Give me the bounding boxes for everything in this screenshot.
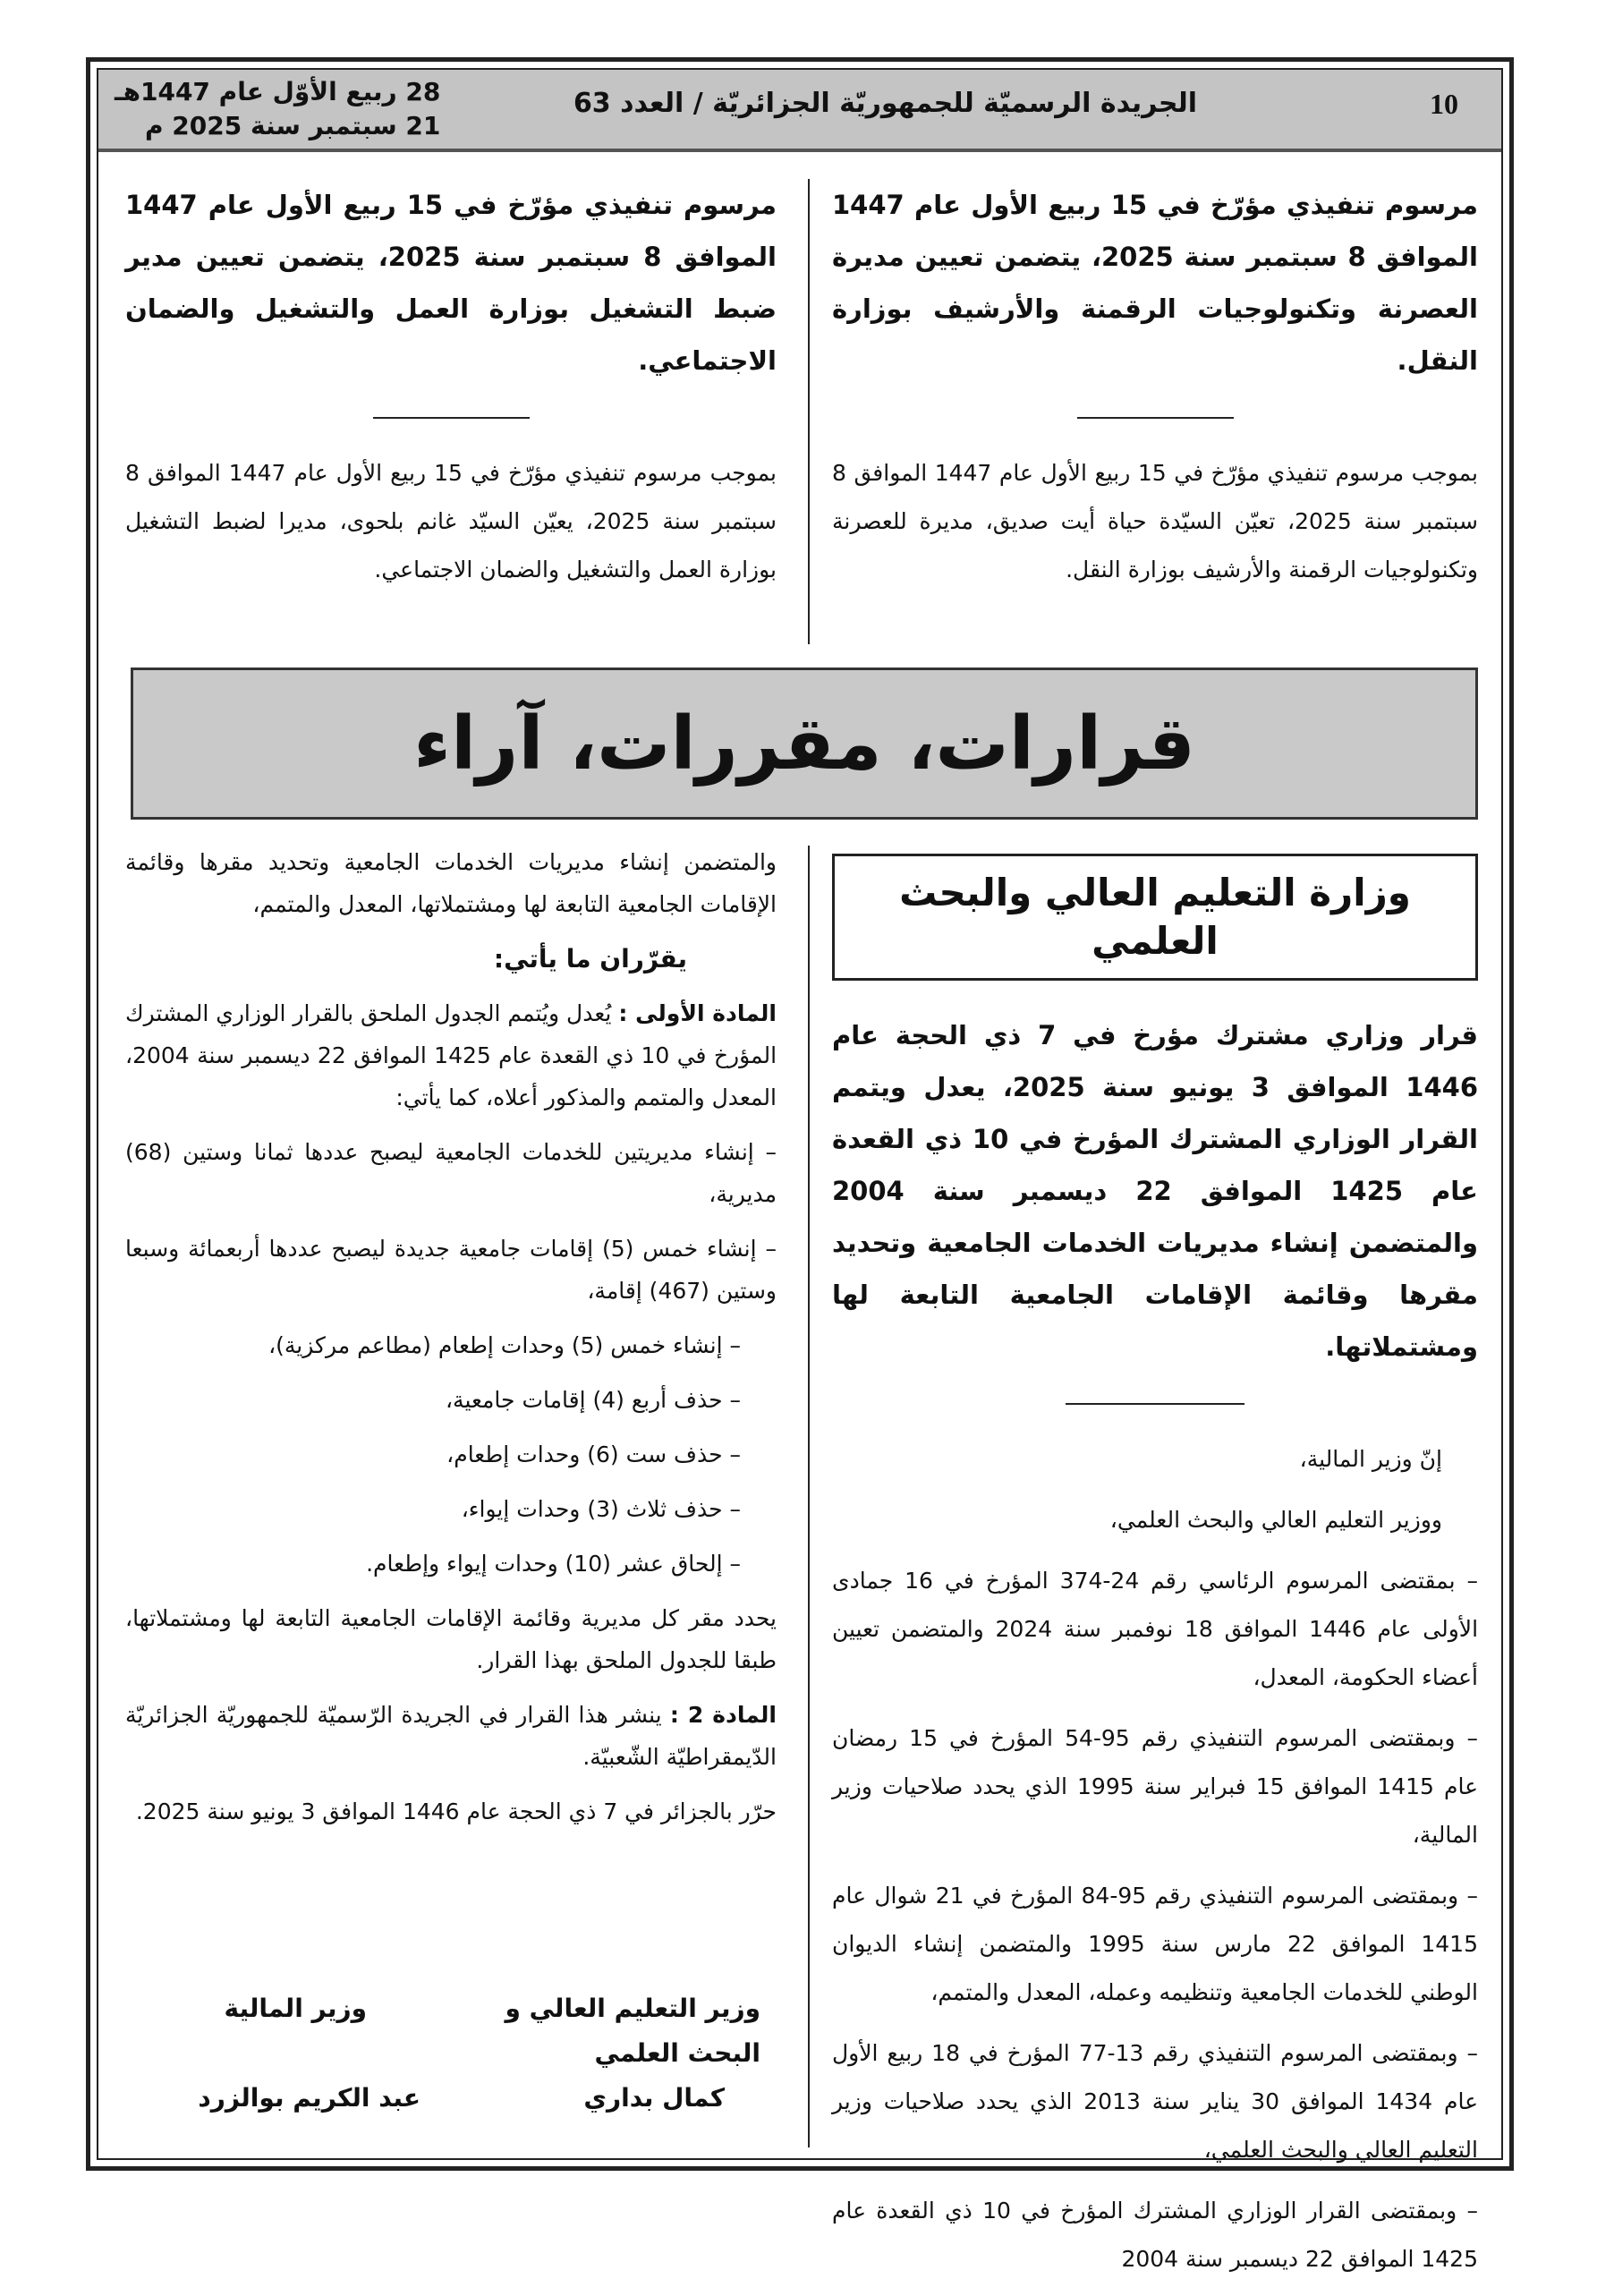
signatory-name: عبد الكريم بوالزرد [198,2083,420,2113]
page-number: 10 [1430,88,1458,120]
preamble-paragraph: – وبمقتضى القرار الوزاري المشترك المؤرخ في 10 ذي القعدة عام 1425 الموافق 22 ديسمبر سنة 2004 [832,2198,1479,2272]
preamble-paragraph: – وبمقتضى المرسوم التنفيذي رقم 95-84 المؤرخ في 21 شوال عام 1415 الموافق 22 مارس سنة 1995 والمتضمن إنشاء الديوان الوطني للخدمات الجامعية وتنظيمه وعمله، المعدل والمتمم، [832,1883,1478,2005]
decree-right [832,179,1478,607]
list-item: – إلحاق عشر (10) وحدات إيواء وإطعام. [366,1551,741,1577]
article-2-text: ينشر هذا القرار في الجريدة الرّسميّة للجمهوريّة الجزائريّة الدّيمقراطيّة الشّعبيّة. [125,1702,777,1770]
issue-date [115,75,440,143]
decree-title: مرسوم تنفيذي مؤرّخ في 15 ربيع الأول عام 1447 الموافق 8 سبتمبر سنة 2025، يتضمن تعيين مدير ضبط التشغيل بوزارة العمل والتشغيل والضمان الاجتماعي. [125,190,777,376]
decide-heading: يقرّران ما يأتي: [493,944,687,974]
ministry-heading: وزارة التعليم العالي والبحث العلمي [832,854,1478,981]
page-header [98,70,1501,152]
decree-left [125,179,777,607]
done-at: حرّر بالجزائر في 7 ذي الحجة عام 1446 الموافق 3 يونيو سنة 2025. [135,1799,777,1824]
signatory-title: وزير المالية [224,1994,367,2023]
list-item: – حذف ثلاث (3) وحدات إيواء، [461,1496,741,1522]
section-banner-title: قرارات، مقررات، آراء [413,701,1195,787]
article-1-text: يُعدل ويُتمم الجدول الملحق بالقرار الوزاري المشترك المؤرخ في 10 ذي القعدة عام 1425 الموافق 22 ديسمبر سنة 2004، المعدل والمتمم والمذكور أعلاه، كما يأتي: [125,1000,777,1110]
preamble-paragraph: – وبمقتضى المرسوم التنفيذي رقم 95-54 المؤرخ في 15 رمضان عام 1415 الموافق 15 فبراير سنة 1995 الذي يحدد صلاحيات وزير المالية، [832,1725,1478,1848]
decree-body: بموجب مرسوم تنفيذي مؤرّخ في 15 ربيع الأول عام 1447 الموافق 8 سبتمبر سنة 2025، يعيّن السيّد غانم بلحوى، مديرا لضبط التشغيل بوزارة العمل والتشغيل والضمان الاجتماعي. [125,460,777,583]
decision-right-column [832,841,1478,2296]
signature-education [492,1986,760,2121]
list-item: – إنشاء خمس (5) وحدات إطعام (مطاعم مركزية)، [268,1332,741,1358]
article-2-label: المادة 2 : [669,1702,777,1728]
signatory-title: وزير التعليم العالي و البحث العلمي [505,1994,760,2068]
article-2 [125,1694,777,1778]
separator [1066,1403,1244,1405]
list-item: – إنشاء خمس (5) إقامات جامعية جديدة ليصبح عددها أربعمائة وسبعا وستين (467) إقامة، [125,1236,777,1304]
decree-body: بموجب مرسوم تنفيذي مؤرّخ في 15 ربيع الأول عام 1447 الموافق 8 سبتمبر سنة 2025، تعيّن السيّدة حياة أيت صديق، مديرة للعصرنة وتكنولوجيات الرقمنة والأرشيف بوزارة النقل. [832,460,1478,583]
decree-title: مرسوم تنفيذي مؤرّخ في 15 ربيع الأول عام 1447 الموافق 8 سبتمبر سنة 2025، يتضمن تعيين مديرة العصرنة وتكنولوجيات الرقمنة والأرشيف بوزارة النقل. [832,190,1478,376]
preamble-paragraph: ووزير التعليم العالي والبحث العلمي، [1109,1507,1442,1533]
article-1-label: المادة الأولى : [618,1000,777,1026]
article-1 [125,992,777,1118]
separator [1077,417,1234,419]
gazette-title: الجريدة الرسميّة للجمهوريّة الجزائريّة / العدد 63 [573,88,1197,119]
signature-finance [134,1986,420,2121]
date-gregorian: 21 سبتمبر سنة 2025 م [145,111,441,140]
column-divider [808,846,810,2147]
date-hijri: 28 ربيع الأوّل عام 1447هـ [115,77,441,106]
signatory-name: كمال بداري [583,2083,725,2113]
preamble-paragraph: – بمقتضى المرسوم الرئاسي رقم 24-374 المؤرخ في 16 جمادى الأولى عام 1446 الموافق 18 نوفمبر سنة 2024 والمتضمن تعيين أعضاء الحكومة، المعدل، [832,1568,1479,1690]
preamble-paragraph: إنّ وزير المالية، [1299,1446,1442,1472]
column-divider [808,179,810,644]
decision-left-column [125,841,777,1845]
list-item: – حذف ست (6) وحدات إطعام، [446,1441,741,1467]
section-banner [131,668,1478,820]
seat-paragraph: يحدد مقر كل مديرية وقائمة الإقامات الجامعية التابعة لها ومشتملاتها، طبقا للجدول الملحق بهذا القرار. [125,1605,777,1673]
decision-title: قرار وزاري مشترك مؤرخ في 7 ذي الحجة عام 1446 الموافق 3 يونيو سنة 2025، يعدل ويتمم القرار الوزاري المشترك المؤرخ في 10 ذي القعدة عام 1425 الموافق 22 ديسمبر سنة 2004 والمتضمن إنشاء مديريات الخدمات الجامعية وتحديد مقرها وقائمة الإقامات الجامعية التابعة لها ومشتملاتها. [832,1020,1479,1362]
list-item: – إنشاء مديريتين للخدمات الجامعية ليصبح عددها ثمانا وستين (68) مديرية، [125,1139,777,1207]
separator [373,417,530,419]
list-item: – حذف أربع (4) إقامات جامعية، [445,1387,741,1413]
preamble-paragraph: – وبمقتضى المرسوم التنفيذي رقم 13-77 المؤرخ في 18 ربيع الأول عام 1434 الموافق 30 يناير سنة 2013 الذي يحدد صلاحيات وزير التعليم العالي والبحث العلمي، [832,2040,1479,2163]
intro-paragraph: والمتضمن إنشاء مديريات الخدمات الجامعية وتحديد مقرها وقائمة الإقامات الجامعية التابعة لها ومشتملاتها، المعدل والمتمم، [125,849,777,917]
